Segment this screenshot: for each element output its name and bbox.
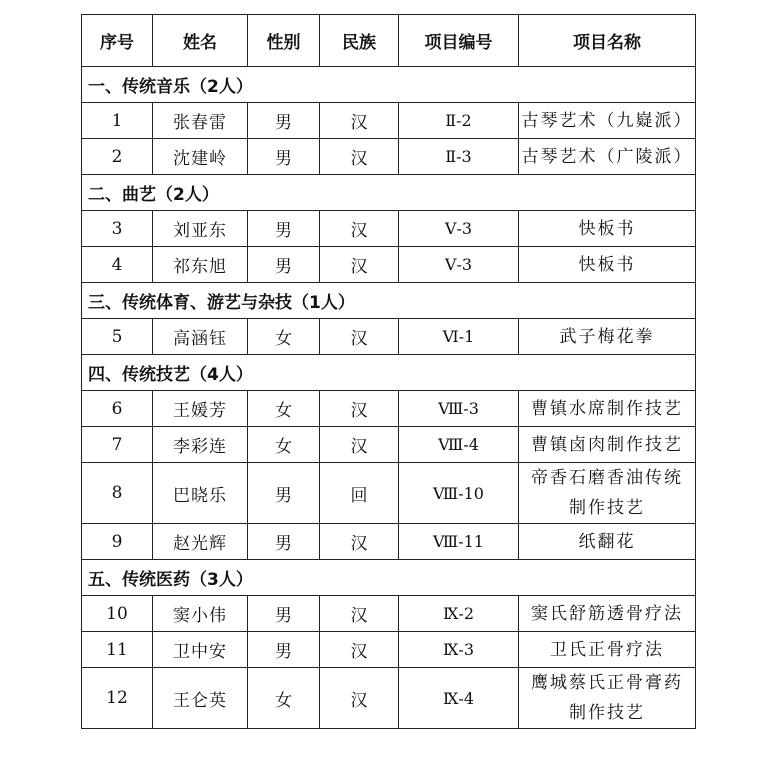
- table-row: [82, 524, 696, 560]
- cell-gender: 女: [248, 668, 320, 729]
- section-title: 四、传统技艺（4人）: [82, 355, 696, 391]
- cell-seq: 9: [82, 524, 153, 560]
- table-row: [82, 319, 696, 355]
- table-row: [82, 596, 696, 632]
- heritage-inheritors-table: [81, 14, 696, 729]
- cell-ethnicity: 回: [320, 463, 399, 524]
- table-row: [82, 463, 696, 524]
- cell-project: 曹镇水席制作技艺: [519, 391, 696, 427]
- cell-name: 沈建岭: [153, 139, 248, 175]
- cell-seq: 4: [82, 247, 153, 283]
- cell-gender: 男: [248, 139, 320, 175]
- cell-ethnicity: 汉: [320, 632, 399, 668]
- cell-ethnicity: 汉: [320, 211, 399, 247]
- cell-code: Ⅸ-3: [399, 632, 519, 668]
- cell-gender: 女: [248, 319, 320, 355]
- cell-name: 王仑英: [153, 668, 248, 729]
- table-row: [82, 211, 696, 247]
- cell-project: 武子梅花拳: [519, 319, 696, 355]
- section-title: 一、传统音乐（2人）: [82, 67, 696, 103]
- cell-seq: 3: [82, 211, 153, 247]
- section-row: [82, 283, 696, 319]
- cell-seq: 7: [82, 427, 153, 463]
- cell-project-line: 鹰城蔡氏正骨膏药: [531, 673, 683, 693]
- section-row: [82, 67, 696, 103]
- table-row: [82, 139, 696, 175]
- cell-name: 祁东旭: [153, 247, 248, 283]
- cell-code: Ⅷ-10: [399, 463, 519, 524]
- cell-gender: 男: [248, 463, 320, 524]
- cell-code: Ⅱ-3: [399, 139, 519, 175]
- cell-seq: 1: [82, 103, 153, 139]
- cell-ethnicity: 汉: [320, 247, 399, 283]
- header-seq: 序号: [82, 15, 153, 67]
- cell-code: Ⅸ-2: [399, 596, 519, 632]
- table-header-row: [82, 15, 696, 67]
- header-code: 项目编号: [399, 15, 519, 67]
- cell-seq: 8: [82, 463, 153, 524]
- cell-project: 卫氏正骨疗法: [519, 632, 696, 668]
- cell-seq: 10: [82, 596, 153, 632]
- cell-ethnicity: 汉: [320, 391, 399, 427]
- cell-code: Ⅴ-3: [399, 211, 519, 247]
- cell-seq: 5: [82, 319, 153, 355]
- cell-project-line: 帝香石磨香油传统: [531, 468, 683, 488]
- cell-ethnicity: 汉: [320, 103, 399, 139]
- cell-gender: 男: [248, 247, 320, 283]
- header-name: 姓名: [153, 15, 248, 67]
- cell-ethnicity: 汉: [320, 427, 399, 463]
- cell-project: 纸翻花: [519, 524, 696, 560]
- section-row: [82, 560, 696, 596]
- cell-project-line: 制作技艺: [569, 703, 645, 723]
- cell-code: Ⅸ-4: [399, 668, 519, 729]
- cell-name: 巴晓乐: [153, 463, 248, 524]
- cell-gender: 男: [248, 103, 320, 139]
- cell-project: [519, 463, 696, 524]
- cell-name: 窦小伟: [153, 596, 248, 632]
- section-title: 五、传统医药（3人）: [82, 560, 696, 596]
- cell-project: 窦氏舒筋透骨疗法: [519, 596, 696, 632]
- cell-project: 快板书: [519, 247, 696, 283]
- cell-seq: 11: [82, 632, 153, 668]
- table-row: [82, 668, 696, 729]
- header-gender: 性别: [248, 15, 320, 67]
- cell-ethnicity: 汉: [320, 668, 399, 729]
- cell-ethnicity: 汉: [320, 524, 399, 560]
- header-ethnicity: 民族: [320, 15, 399, 67]
- cell-code: Ⅷ-3: [399, 391, 519, 427]
- cell-name: 赵光辉: [153, 524, 248, 560]
- table-row: [82, 427, 696, 463]
- table-row: [82, 247, 696, 283]
- cell-name: 高涵钰: [153, 319, 248, 355]
- cell-gender: 男: [248, 632, 320, 668]
- cell-seq: 2: [82, 139, 153, 175]
- cell-name: 王媛芳: [153, 391, 248, 427]
- cell-code: Ⅷ-4: [399, 427, 519, 463]
- cell-project: [519, 668, 696, 729]
- cell-project: 古琴艺术（九嶷派）: [519, 103, 696, 139]
- header-project: 项目名称: [519, 15, 696, 67]
- cell-gender: 男: [248, 211, 320, 247]
- cell-project: 曹镇卤肉制作技艺: [519, 427, 696, 463]
- section-row: [82, 175, 696, 211]
- section-title: 三、传统体育、游艺与杂技（1人）: [82, 283, 696, 319]
- cell-gender: 男: [248, 524, 320, 560]
- section-title: 二、曲艺（2人）: [82, 175, 696, 211]
- cell-name: 张春雷: [153, 103, 248, 139]
- cell-code: Ⅵ-1: [399, 319, 519, 355]
- cell-seq: 6: [82, 391, 153, 427]
- cell-code: Ⅷ-11: [399, 524, 519, 560]
- cell-ethnicity: 汉: [320, 139, 399, 175]
- table-row: [82, 632, 696, 668]
- cell-gender: 男: [248, 596, 320, 632]
- cell-gender: 女: [248, 391, 320, 427]
- table-row: [82, 391, 696, 427]
- cell-code: Ⅱ-2: [399, 103, 519, 139]
- cell-project: 快板书: [519, 211, 696, 247]
- cell-ethnicity: 汉: [320, 596, 399, 632]
- cell-seq: 12: [82, 668, 153, 729]
- cell-project: 古琴艺术（广陵派）: [519, 139, 696, 175]
- cell-ethnicity: 汉: [320, 319, 399, 355]
- cell-gender: 女: [248, 427, 320, 463]
- cell-name: 李彩连: [153, 427, 248, 463]
- cell-name: 卫中安: [153, 632, 248, 668]
- cell-name: 刘亚东: [153, 211, 248, 247]
- cell-project-line: 制作技艺: [569, 498, 645, 518]
- table-row: [82, 103, 696, 139]
- section-row: [82, 355, 696, 391]
- cell-code: Ⅴ-3: [399, 247, 519, 283]
